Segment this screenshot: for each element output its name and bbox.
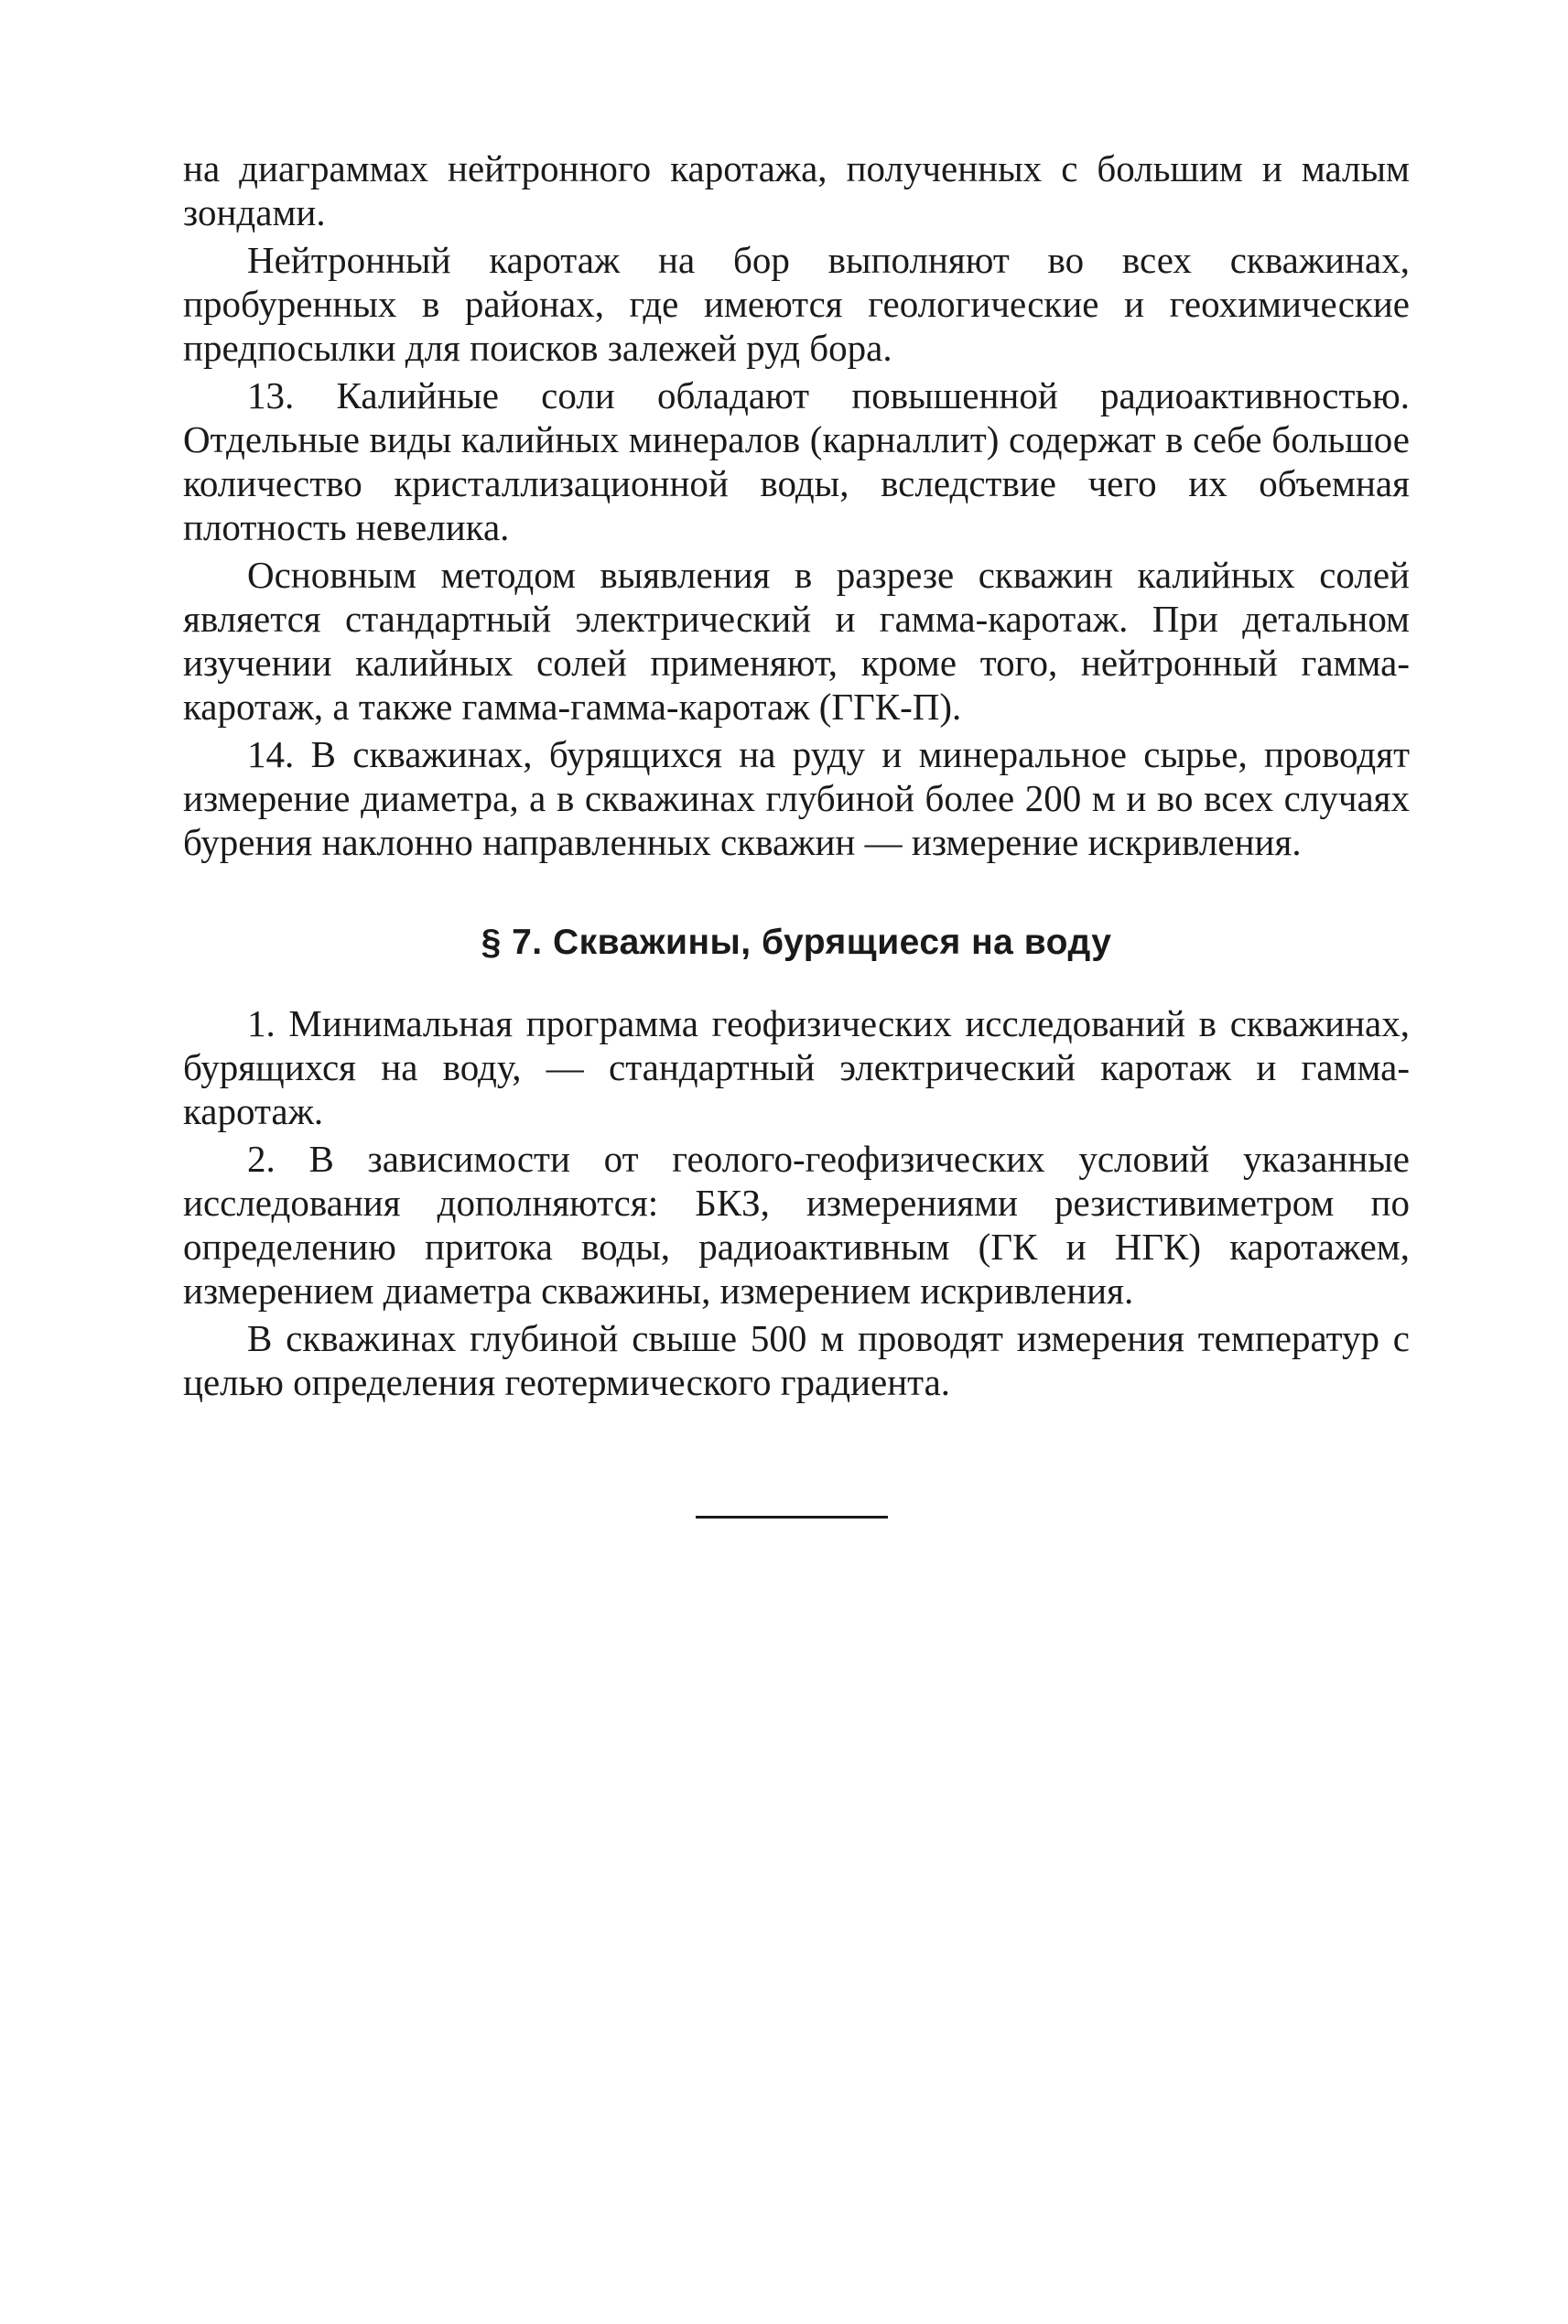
paragraph: 13. Калийные соли обладают повышенной радиоактивностью. Отдельные виды калийных минералов (карналлит) содержат в себе большое количество кристаллизационной воды, вследствие чего их объемная плотность невелика. bbox=[183, 374, 1410, 548]
paragraph: Основным методом выявления в разрезе скважин калийных солей является стандартный электрический и гамма-каротаж. При детальном изучении калийных солей применяют, кроме того, нейтронный гамма-каротаж, а также гамма-гамма-каротаж (ГГК-П). bbox=[183, 554, 1410, 728]
document-page bbox=[183, 146, 1410, 1408]
paragraphs-before bbox=[183, 146, 1410, 864]
paragraph: 14. В скважинах, бурящихся на руду и минеральное сырье, проводят измерение диаметра, а в скважинах глубиной более 200 м и во всех случаях бурения наклонно направленных скважин — измерение искривления. bbox=[183, 733, 1410, 863]
paragraph: 1. Минимальная программа геофизических исследований в скважинах, бурящихся на воду, — стандартный электрический каротаж и гамма-каротаж. bbox=[183, 1002, 1410, 1132]
paragraph: 2. В зависимости от геолого-геофизических условий указанные исследования дополняются: БКЗ, измерениями резистивиметром по определению притока воды, радиоактивным (ГК и НГК) каротажем, измерением диаметра скважины, измерением искривления. bbox=[183, 1138, 1410, 1312]
paragraph: В скважинах глубиной свыше 500 м проводят измерения температур с целью определения геотермического градиента. bbox=[183, 1317, 1410, 1403]
end-rule-divider bbox=[696, 1516, 888, 1519]
section-heading: § 7. Скважины, бурящиеся на воду bbox=[481, 923, 1112, 962]
paragraphs-after bbox=[183, 1001, 1410, 1404]
paragraph: Нейтронный каротаж на бор выполняют во всех скважинах, пробуренных в районах, где имеются геологические и геохимические предпосылки для поисков залежей руд бора. bbox=[183, 239, 1410, 369]
paragraph: на диаграммах нейтронного каротажа, полученных с большим и малым зондами. bbox=[183, 147, 1410, 233]
